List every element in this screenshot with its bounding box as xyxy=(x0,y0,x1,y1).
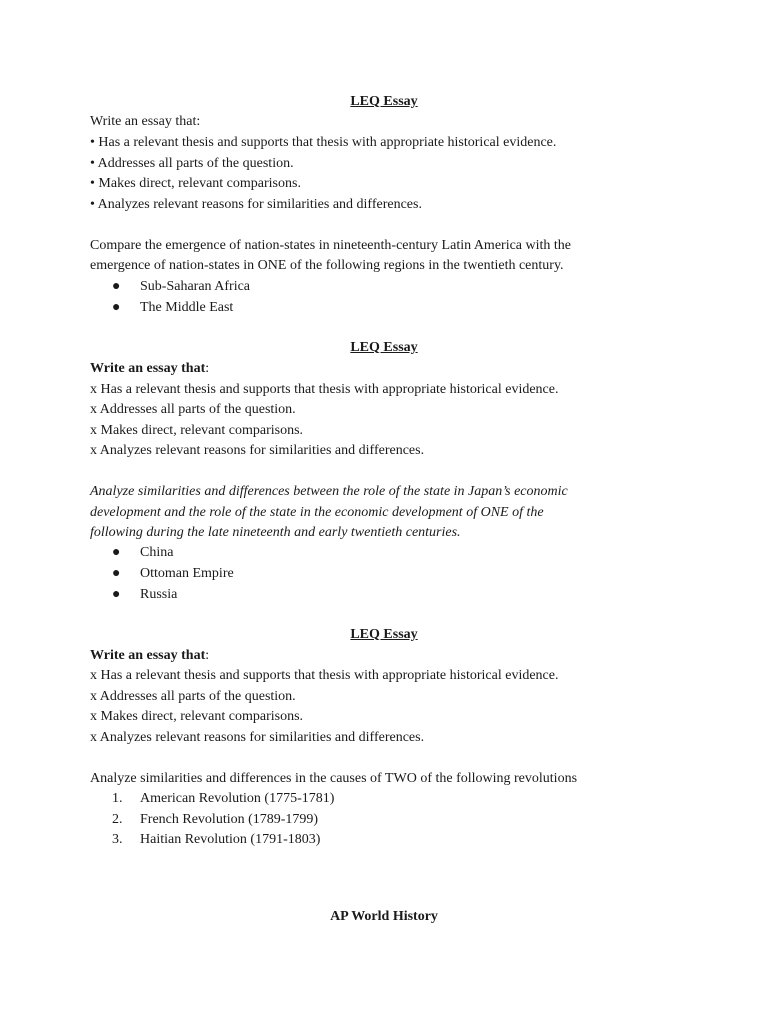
bullet-marker: ● xyxy=(112,587,121,602)
section-2-criterion-4: x Analyzes relevant reasons for similarities and differences. xyxy=(90,443,425,458)
option-label: Sub-Saharan Africa xyxy=(140,279,251,294)
section-3-intro-text: Write an essay that xyxy=(90,648,206,663)
section-1-prompt-line-1: Compare the emergence of nation-states in nineteenth-century Latin America with the xyxy=(90,238,572,253)
option-label: American Revolution (1775-1781) xyxy=(140,791,335,806)
section-3-option-2 xyxy=(112,810,318,830)
section-2-option-1 xyxy=(112,543,173,563)
bullet-marker: ● xyxy=(112,545,121,560)
option-label: French Revolution (1789-1799) xyxy=(140,812,319,827)
section-2-prompt-line-2: development and the role of the state in the economic development of ONE of the xyxy=(90,505,544,520)
section-2-option-2 xyxy=(112,564,234,584)
section-3-title: LEQ Essay xyxy=(350,627,418,642)
section-2-intro-colon: : xyxy=(205,361,210,376)
section-1-prompt-line-2: emergence of nation-states in ONE of the following regions in the twentieth century. xyxy=(90,258,564,273)
section-1-criterion-1: • Has a relevant thesis and supports that thesis with appropriate historical evidence. xyxy=(90,135,557,150)
section-3-option-3 xyxy=(112,830,320,850)
section-3-criterion-2: x Addresses all parts of the question. xyxy=(90,689,296,704)
section-2-criterion-3: x Makes direct, relevant comparisons. xyxy=(90,423,304,438)
section-1-option-1 xyxy=(112,277,250,297)
section-3-criterion-1: x Has a relevant thesis and supports that thesis with appropriate historical evidence. xyxy=(90,668,559,683)
option-label: Haitian Revolution (1791-1803) xyxy=(140,832,321,847)
section-1-criterion-3: • Makes direct, relevant comparisons. xyxy=(90,176,301,191)
section-1-option-2 xyxy=(112,298,233,318)
number-marker: 3. xyxy=(112,832,123,847)
footer-heading: AP World History xyxy=(330,909,438,924)
bullet-marker: ● xyxy=(112,566,121,581)
bullet-marker: ● xyxy=(112,279,121,294)
section-3-criterion-3: x Makes direct, relevant comparisons. xyxy=(90,709,304,724)
section-1-criterion-4: • Analyzes relevant reasons for similarities and differences. xyxy=(90,197,422,212)
section-3-option-1 xyxy=(112,789,334,809)
section-2-option-3 xyxy=(112,585,177,605)
bullet-marker: ● xyxy=(112,300,121,315)
section-2-prompt-line-1: Analyze similarities and differences between the role of the state in Japan’s economic xyxy=(90,484,568,499)
option-label: Russia xyxy=(140,587,178,602)
section-1-intro: Write an essay that: xyxy=(90,114,201,129)
section-1-criterion-2: • Addresses all parts of the question. xyxy=(90,156,294,171)
section-2-intro-text: Write an essay that xyxy=(90,361,206,376)
section-3-prompt-line-1: Analyze similarities and differences in the causes of TWO of the following revolutions xyxy=(90,771,578,786)
section-2-title: LEQ Essay xyxy=(350,340,418,355)
section-2-prompt-line-3: following during the late nineteenth and early twentieth centuries. xyxy=(90,525,461,540)
section-2-criterion-1: x Has a relevant thesis and supports that thesis with appropriate historical evidence. xyxy=(90,382,559,397)
section-2-criterion-2: x Addresses all parts of the question. xyxy=(90,402,296,417)
option-label: China xyxy=(140,545,174,560)
section-2-intro xyxy=(90,359,209,379)
section-3-intro-colon: : xyxy=(205,648,210,663)
option-label: Ottoman Empire xyxy=(140,566,234,581)
section-3-criterion-4: x Analyzes relevant reasons for similarities and differences. xyxy=(90,730,425,745)
number-marker: 1. xyxy=(112,791,123,806)
section-3-intro xyxy=(90,646,209,666)
number-marker: 2. xyxy=(112,812,123,827)
option-label: The Middle East xyxy=(140,300,234,315)
section-1-title: LEQ Essay xyxy=(350,94,418,109)
